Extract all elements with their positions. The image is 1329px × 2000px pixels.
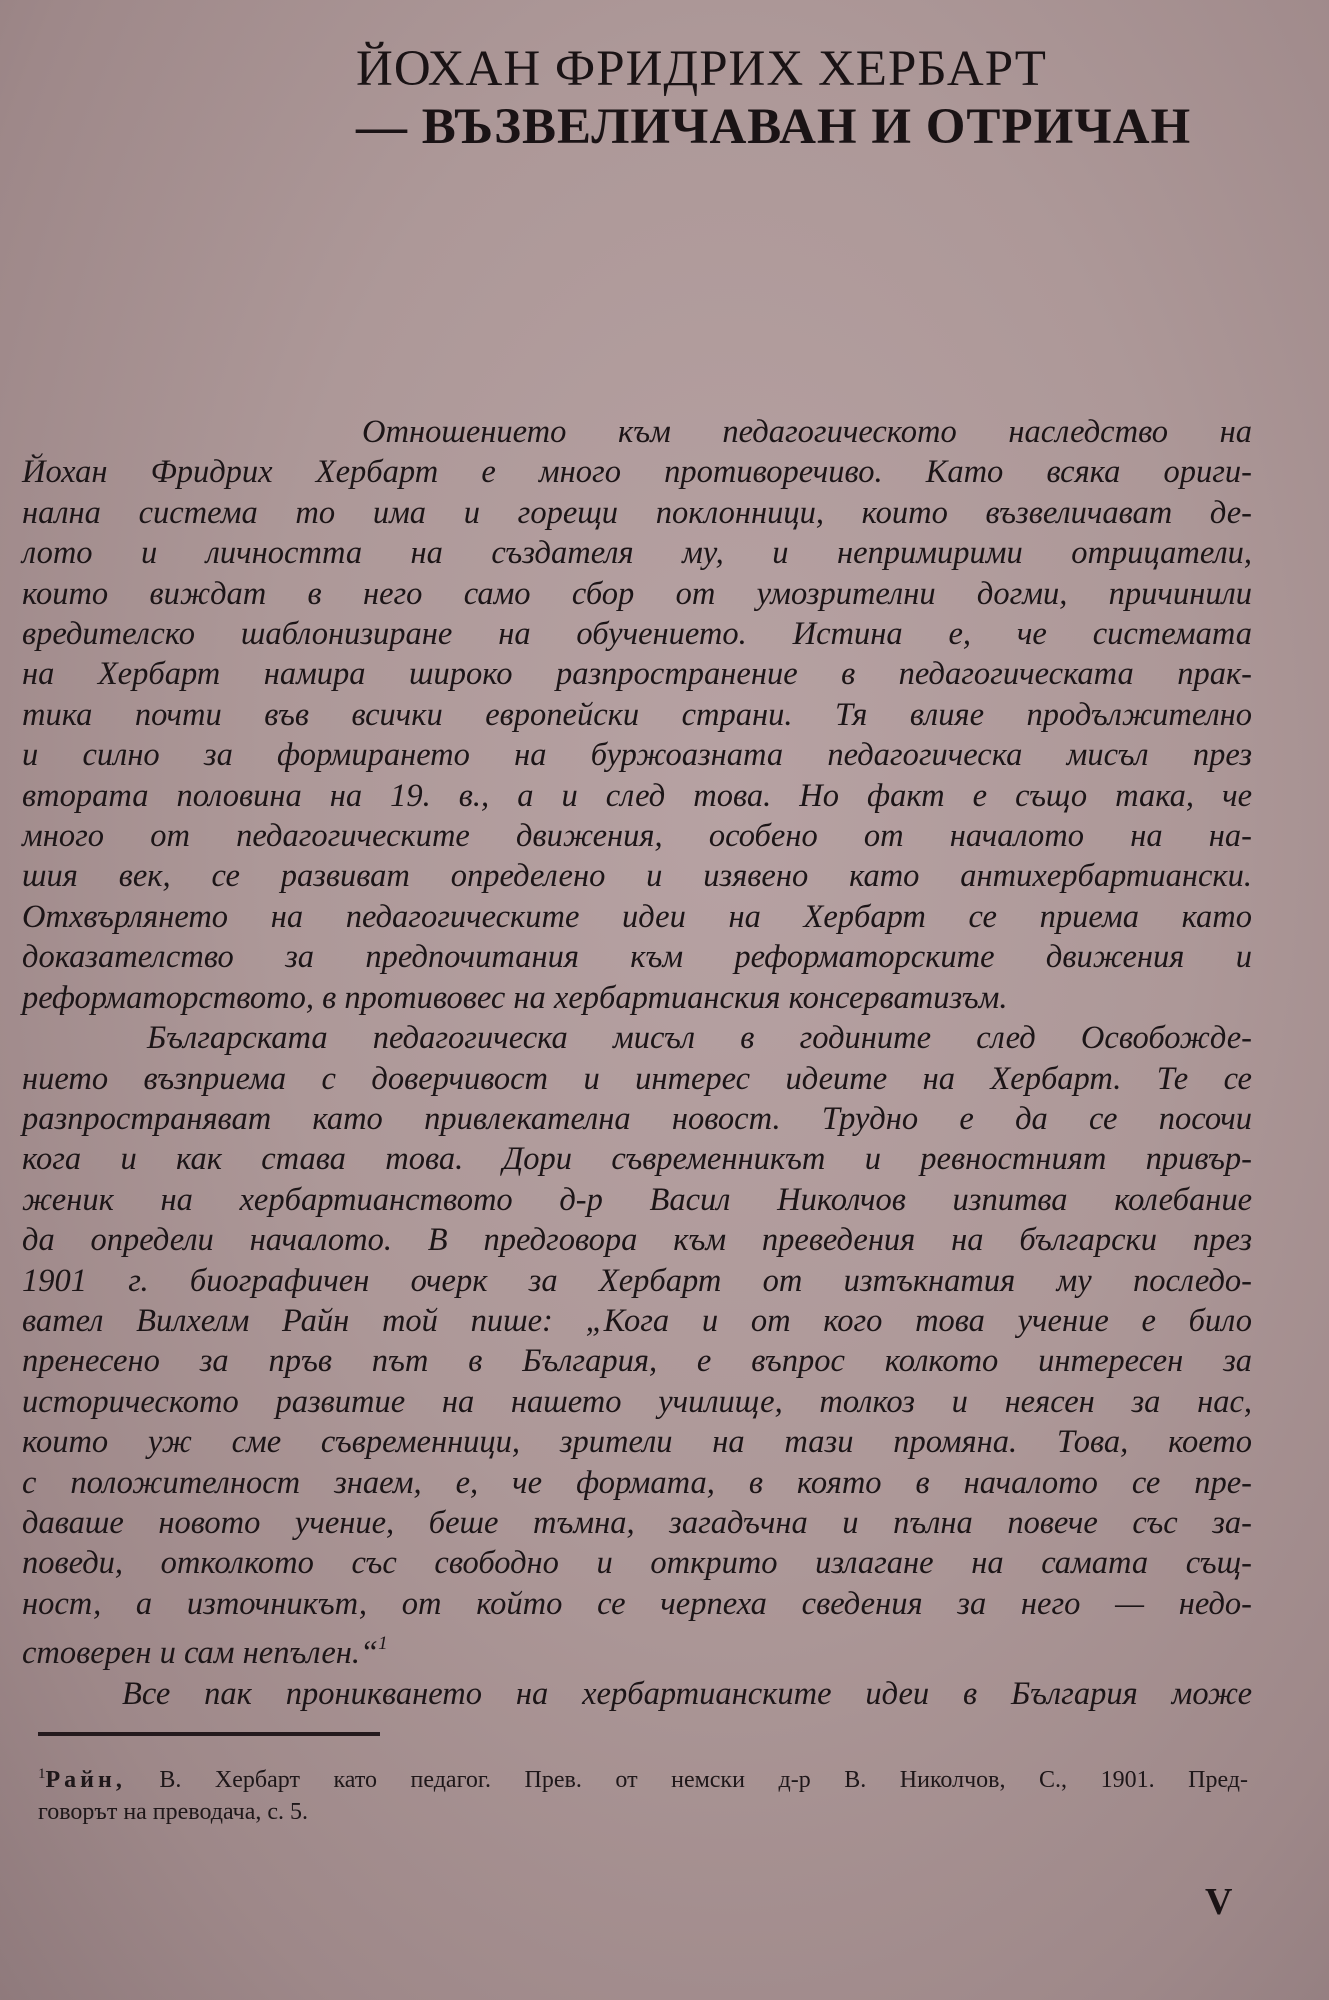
footnote-text: В. Хербарт като педагог. Прев. от немски д-р В. Николчов, С., 1901. Пред-	[159, 1767, 1248, 1793]
text-line: много от педагогическите движения, особено от началото на на-	[22, 818, 1252, 855]
text-line: Българската педагогическа мисъл в годините след Освобожде-	[147, 1020, 1252, 1057]
text-line: кога и как става това. Дори съвременникът и ревностният привър-	[22, 1141, 1252, 1178]
chapter-title-line-1: ЙОХАН ФРИДРИХ ХЕРБАРТ	[356, 41, 1047, 97]
text-line: историческото развитие на нашето училище, толкоз и неясен за нас,	[22, 1383, 1252, 1420]
text-line: на Хербарт намира широко разпространение в педагогическата прак-	[22, 656, 1252, 693]
text-line: вател Вилхелм Райн той пише: „Кога и от кого това учение е било	[22, 1302, 1252, 1339]
text-line: вредителско шаблонизиране на обучението. Истина е, че системата	[22, 616, 1252, 653]
text-line: поведи, отколкото със свободно и открито излагане на самата същ-	[22, 1545, 1252, 1582]
text-line: Отхвърлянето на педагогическите идеи на Хербарт се приема като	[22, 898, 1252, 935]
footnote-line-1	[38, 1758, 1248, 1796]
text-line: и силно за формирането на буржоазната педагогическа мисъл през	[22, 737, 1252, 774]
page-number: V	[1205, 1881, 1233, 1923]
text-line: реформаторството, в противовес на хербартианския консерватизъм.	[22, 979, 1008, 1016]
chapter-title	[356, 40, 1256, 156]
text-line: тика почти във всички европейски страни. Тя влияе продължително	[22, 696, 1252, 733]
text-line: ност, а източникът, от който се черпеха сведения за него — недо-	[22, 1585, 1252, 1622]
text-line: с положителност знаем, е, че формата, в която в началото се пре-	[22, 1464, 1252, 1501]
footnote-author: Райн,	[45, 1767, 126, 1793]
text-line: пренесено за пръв път в България, е въпрос колкото интересен за	[22, 1343, 1252, 1380]
chapter-title-line-2: — ВЪЗВЕЛИЧАВАН И ОТРИЧАН	[356, 99, 1192, 155]
footnote-line-2: говорът на преводача, с. 5.	[38, 1799, 309, 1825]
text-line: нието възприема с доверчивост и интерес идеите на Хербарт. Те се	[22, 1060, 1252, 1097]
text-line: втората половина на 19. в., а и след това. Но факт е също така, че	[22, 777, 1252, 814]
text-line-with-footnote-ref	[22, 1624, 1252, 1673]
body-text	[22, 412, 1252, 1714]
text-line: да определи началото. В предговора към преведения на български през	[22, 1222, 1252, 1259]
paragraph-1	[22, 412, 1252, 1018]
text-line: Йохан Фридрих Хербарт е много противоречиво. Като всяка ориги-	[22, 454, 1252, 491]
text-line: които виждат в него само сбор от умозрителни догми, причинили	[22, 575, 1252, 612]
footnote-reference[interactable]: 1	[378, 1633, 388, 1655]
text-line: доказателство за предпочитания към реформаторските движения и	[22, 939, 1252, 976]
footnote-number: 1	[38, 1766, 46, 1782]
text-line: лото и личността на създателя му, и непримирими отрицатели,	[22, 535, 1252, 572]
text-line: разпространяват като привлекателна новост. Трудно е да се посочи	[22, 1100, 1252, 1137]
text-line: нална система то има и горещи поклонници, които възвеличават де-	[22, 494, 1252, 531]
text-line: Все пак проникването на хербартианските идеи в България може	[122, 1675, 1252, 1712]
text-line: стоверен и сам непълен.“	[22, 1635, 379, 1672]
text-line: шия век, се развиват определено и изявено като антихербартиански.	[22, 858, 1252, 895]
text-line: Отношението към педагогическото наследство на	[362, 414, 1252, 450]
paragraph-2	[22, 1018, 1252, 1674]
text-line: които уж сме съвременници, зрители на тази промяна. Това, което	[22, 1424, 1252, 1461]
footnote	[38, 1758, 1248, 1828]
paragraph-3	[22, 1674, 1252, 1714]
text-line: даваше новото учение, беше тъмна, загадъчна и пълна повече със за-	[22, 1504, 1252, 1541]
text-line: женик на хербартианството д-р Васил Николчов изпитва колебание	[22, 1181, 1252, 1218]
text-line: 1901 г. биографичен очерк за Хербарт от изтъкнатия му последо-	[22, 1262, 1252, 1299]
footnote-divider	[38, 1732, 380, 1736]
